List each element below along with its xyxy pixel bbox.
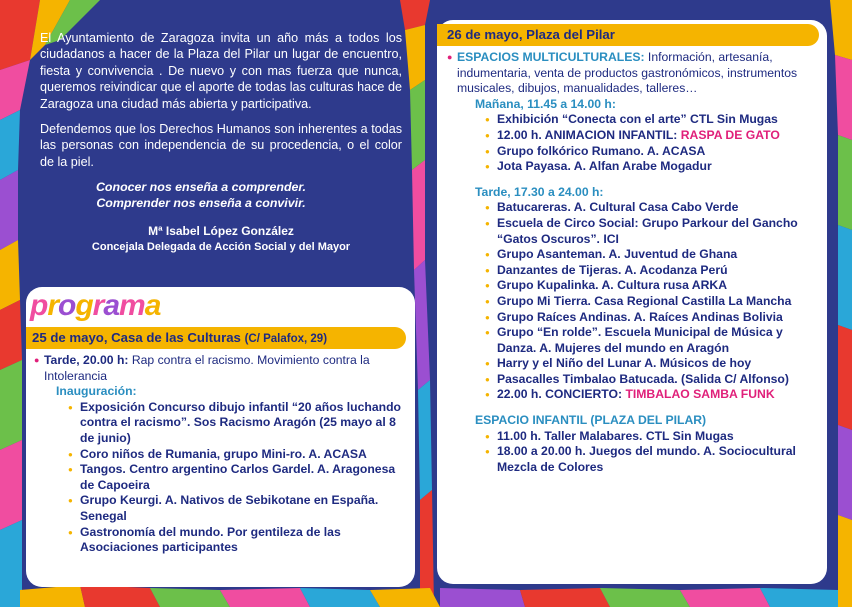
motto-line-1: Conocer nos enseña a comprender. xyxy=(95,180,307,195)
intro-paragraph-2: Defendemos que los Derechos Humanos son inherentes a todas las personas con independencia de su procedencia, o el color de la piel. xyxy=(40,122,402,169)
list-item xyxy=(485,387,819,403)
list-item xyxy=(485,247,819,263)
list-item: ● Coro niños de Rumania, grupo Mini-ro. A. ACASA xyxy=(68,447,406,463)
day1-address: (C/ Palafox, 29) xyxy=(244,333,328,345)
item-highlight: TIMBALAO SAMBA FUNK xyxy=(625,387,775,402)
signature-role: Concejala Delegada de Acción Social y del Mayor xyxy=(91,241,351,254)
signature xyxy=(40,223,402,255)
list-item xyxy=(485,294,819,310)
item-text: Grupo Raíces Andinas. A. Raíces Andinas Bolivia xyxy=(497,309,783,324)
list-item xyxy=(485,429,819,445)
item-text: 22.00 h. CONCIERTO: xyxy=(497,387,626,402)
item-text: Grupo “En rolde”. Escuela Municipal de Música y Danza. A. Mujeres del mundo en Aragón xyxy=(497,325,783,355)
item-text: Harry y el Niño del Lunar A. Músicos de hoy xyxy=(497,356,752,371)
day2-date: 26 de mayo, Plaza del Pilar xyxy=(447,27,615,42)
afternoon-list xyxy=(447,200,819,403)
item-text: 12.00 h. ANIMACION INFANTIL: xyxy=(497,127,681,142)
list-item: ● Grupo Keurgi. A. Nativos de Sebikotane en España. Senegal xyxy=(68,493,406,524)
programa-title xyxy=(30,289,160,323)
day2-lead-text: Información, artesanía, indumentaria, venta de productos gastronómicos, instrumentos musicales, dibujos, manualidades, talleres… xyxy=(457,50,798,96)
list-item: ● Gastronomía del mundo. Por gentileza de las Asociaciones participantes xyxy=(68,525,406,556)
title-letter: g xyxy=(75,289,93,322)
title-letter: a xyxy=(103,289,120,322)
day1-date: 25 de mayo, Casa de las Culturas xyxy=(32,330,241,345)
list-item xyxy=(485,263,819,279)
day1-content xyxy=(34,353,406,556)
program-day2-panel xyxy=(437,20,827,584)
morning-head: Mañana, 11.45 a 14.00 h: xyxy=(475,96,616,111)
title-letter: o xyxy=(58,289,76,322)
day1-lead-time: Tarde, 20.00 h: xyxy=(44,353,129,367)
item-text: Pasacalles Timbalao Batucada. (Salida C/ Alfonso) xyxy=(497,371,789,386)
list-item xyxy=(485,200,819,216)
title-letter: p xyxy=(30,289,48,322)
day2-lead xyxy=(447,50,819,97)
list-item xyxy=(485,278,819,294)
item-text: Grupo Kupalinka. A. Cultura rusa ARKA xyxy=(497,278,728,293)
title-letter: m xyxy=(119,289,145,322)
list-item xyxy=(485,356,819,372)
item-text: Escuela de Circo Social: Grupo Parkour del Gancho “Gatos Oscuros”. ICI xyxy=(497,215,798,246)
signature-name: Mª Isabel López González xyxy=(148,224,294,239)
item-highlight: RASPA DE GATO xyxy=(680,127,780,142)
list-item: ● Exposición Concurso dibujo infantil “20 años luchando contra el racismo”. Sos Racismo Aragón (25 mayo al 8 de junio) xyxy=(68,400,406,447)
item-text: Grupo Mi Tierra. Casa Regional Castilla La Mancha xyxy=(497,293,792,308)
item-text: Exhibición “Conecta con el arte” CTL Sin Mugas xyxy=(497,112,778,127)
day2-lead-title: ESPACIOS MULTICULTURALES: xyxy=(457,50,645,64)
item-text: Danzantes de Tijeras. A. Acodanza Perú xyxy=(497,262,728,277)
item-text: Grupo Asanteman. A. Juventud de Ghana xyxy=(497,247,738,262)
intro-paragraph-1: El Ayuntamiento de Zaragoza invita un año más a todos los ciudadanos a hacer de la Plaza del Pilar un lugar de encuentro, fiesta y convivencia . De nuevo y con mas fuerza que nunca, queremos reivindicar que el aporte de todas las culturas hace de Zaragoza una ciudad más abierta y participativa. xyxy=(40,31,402,111)
list-item xyxy=(485,372,819,388)
item-text: Jota Payasa. A. Alfan Arabe Mogadur xyxy=(497,159,712,174)
title-letter: a xyxy=(144,289,161,322)
program-day1-panel xyxy=(26,287,415,587)
infantil-list xyxy=(447,429,819,476)
item-text: Batucareras. A. Cultural Casa Cabo Verde xyxy=(497,200,739,215)
day1-list xyxy=(34,400,406,556)
day2-content xyxy=(447,50,819,475)
list-item xyxy=(485,325,819,356)
motto-quote xyxy=(40,179,402,211)
title-letter: r xyxy=(47,289,59,322)
item-text: Grupo folkórico Rumano. A. ACASA xyxy=(497,143,706,158)
day1-lead xyxy=(34,353,406,384)
day1-date-bar xyxy=(26,327,406,349)
item-text: 11.00 h. Taller Malabares. CTL Sin Mugas xyxy=(497,428,734,443)
list-item xyxy=(485,216,819,247)
title-letter: r xyxy=(92,289,104,322)
item-text: 18.00 a 20.00 h. Juegos del mundo. A. Sociocultural Mezcla de Colores xyxy=(497,444,796,474)
list-item xyxy=(485,310,819,326)
list-item xyxy=(485,444,819,475)
day1-subhead: Inauguración: xyxy=(56,384,137,399)
list-item xyxy=(485,159,819,175)
morning-list xyxy=(447,112,819,174)
list-item xyxy=(485,112,819,128)
afternoon-head: Tarde, 17.30 a 24.00 h: xyxy=(475,184,604,199)
motto-line-2: Comprender nos enseña a convivir. xyxy=(96,196,306,211)
list-item: ● Tangos. Centro argentino Carlos Gardel. A. Aragonesa de Capoeira xyxy=(68,462,406,493)
list-item xyxy=(485,144,819,160)
list-item xyxy=(485,128,819,144)
infantil-head: ESPACIO INFANTIL (PLAZA DEL PILAR) xyxy=(475,413,707,428)
day1-lead-text: Rap contra el racismo. Movimiento contra la Intolerancia xyxy=(44,353,370,383)
day2-date-bar xyxy=(437,24,819,46)
intro-text xyxy=(40,30,402,255)
